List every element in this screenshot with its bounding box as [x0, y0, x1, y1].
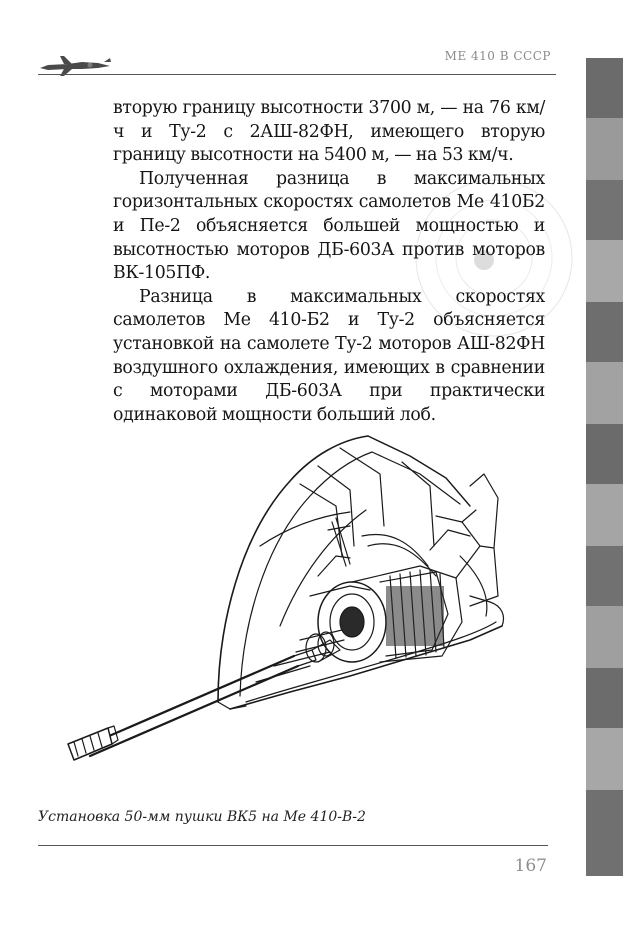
cannon-installation-drawing-icon: [50, 426, 542, 782]
body-text: [113, 97, 545, 427]
paragraph: вторую границу высотности 3700 м, — на 76 км/ч и Ту-2 с 2АШ-82ФН, имеющего вторую границу высотности на 5400 м, — на 53 км/ч.: [113, 98, 545, 166]
paragraph: Полученная разница в максимальных горизонтальных скоростях самолетов Ме 410Б2 и Пе-2 объясняется большей мощностью и высотностью моторов ДБ-603А против моторов ВК-105ПФ.: [113, 168, 545, 284]
header-rule: [38, 74, 556, 75]
page-number: 167: [514, 856, 547, 876]
running-head: ME 410 В СССР: [444, 49, 551, 63]
figure-caption: Установка 50-мм пушки ВК5 на Ме 410-В-2: [38, 809, 366, 825]
paragraph: Разница в максимальных скоростях самолетов Ме 410-Б2 и Ту-2 объясняется установкой на самолете Ту-2 моторов АШ-82ФН воздушного охлаждения, имеющих в сравнении с моторами ДБ-603А при практически одинаковой мощности больший лоб.: [113, 286, 545, 425]
edge-index-strip: [586, 58, 623, 876]
footer-rule: [38, 845, 548, 846]
